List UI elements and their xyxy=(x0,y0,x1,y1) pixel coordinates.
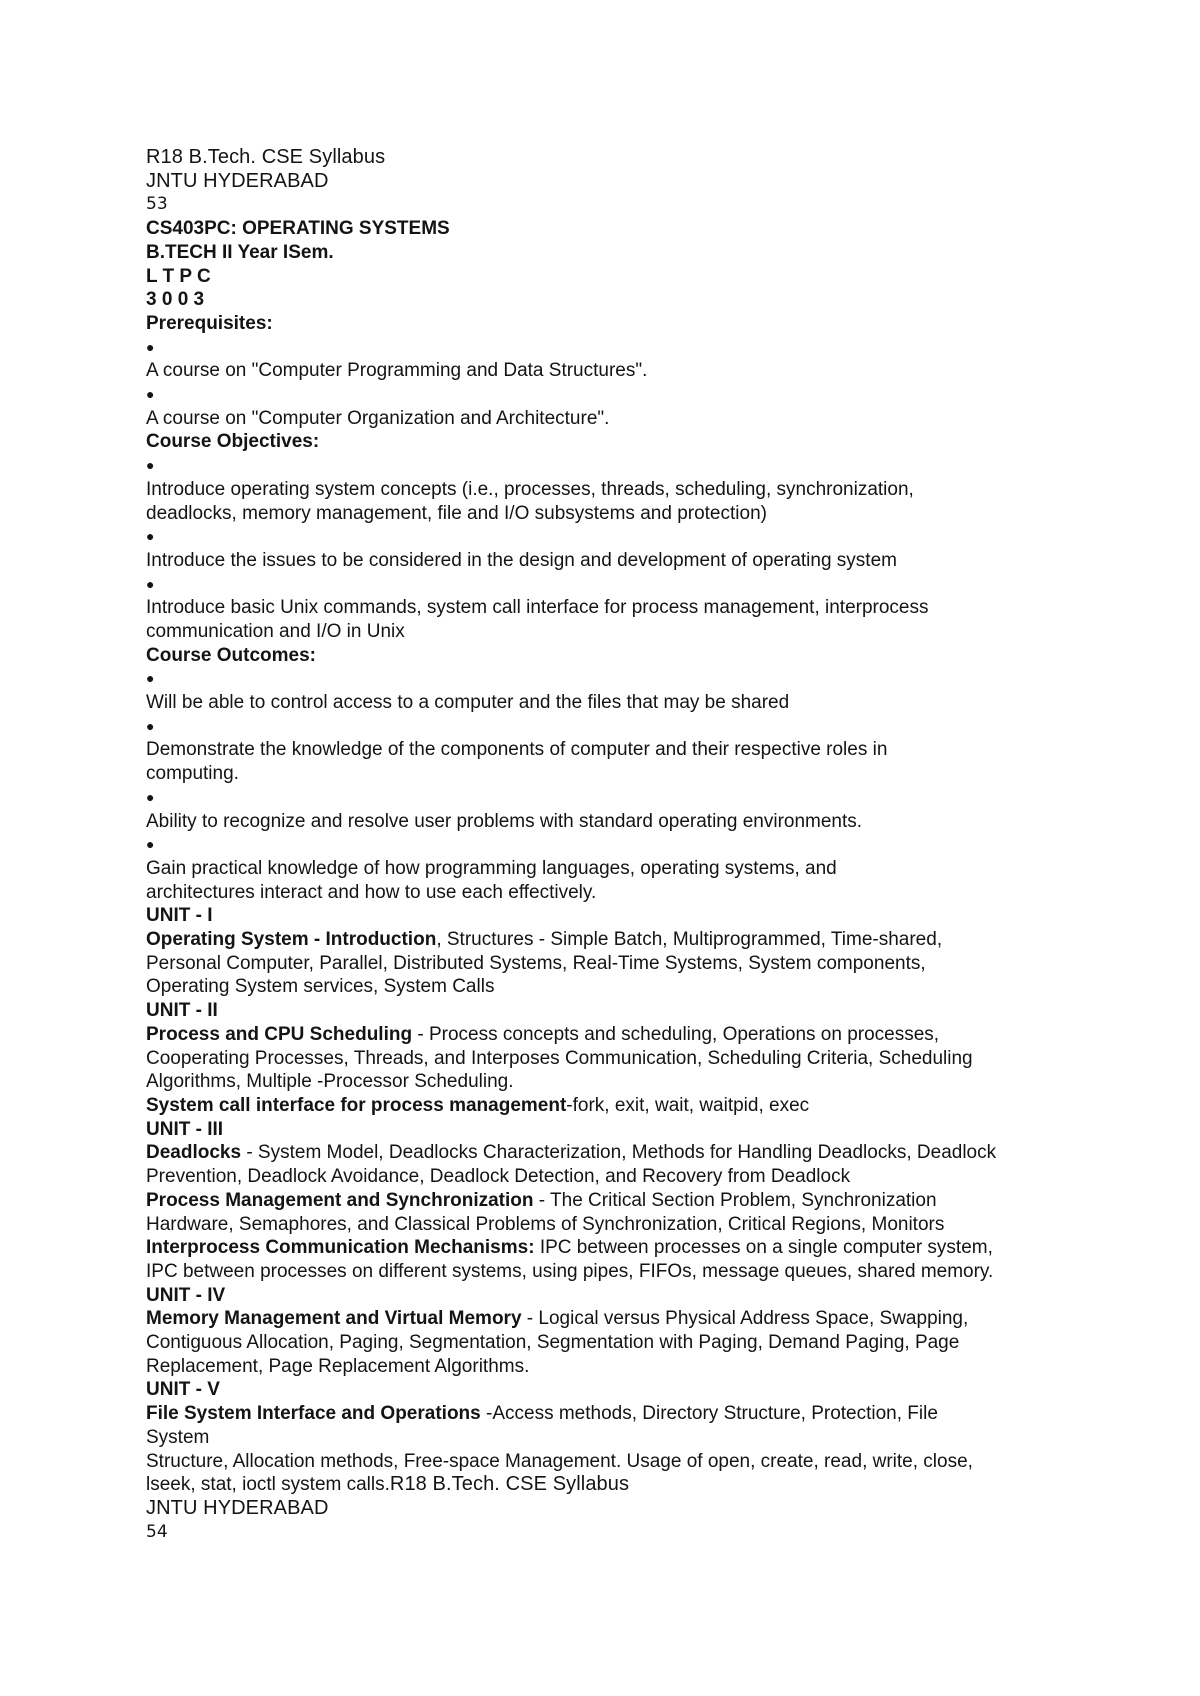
unit-3-topic: Interprocess Communication Mechanisms: xyxy=(146,1237,535,1259)
prerequisite-item: A course on "Computer Programming and Data Structures". xyxy=(146,360,648,382)
objective-item: Introduce basic Unix commands, system call interface for process management, interprocess xyxy=(146,597,929,619)
unit-2-topic: System call interface for process management xyxy=(146,1094,567,1116)
unit-4-text: Contiguous Allocation, Paging, Segmentation, Segmentation with Paging, Demand Paging, Page xyxy=(146,1332,960,1354)
objectives-heading: Course Objectives: xyxy=(146,431,320,453)
syllabus-title: R18 B.Tech. CSE Syllabus xyxy=(389,1473,630,1496)
bullet-icon: ● xyxy=(146,528,155,545)
bullet-icon: ● xyxy=(146,457,155,474)
unit-5-text: System xyxy=(146,1426,210,1448)
outcomes-heading: Course Outcomes: xyxy=(146,644,316,666)
bullet-icon: ● xyxy=(146,836,155,853)
page-number: 54 xyxy=(146,1521,168,1542)
ltpc-values: 3 0 0 3 xyxy=(146,289,205,311)
bullet-icon: ● xyxy=(146,386,155,403)
unit-3-text: Prevention, Deadlock Avoidance, Deadlock Detection, and Recovery from Deadlock xyxy=(146,1166,851,1188)
unit-3-line xyxy=(146,1236,1086,1260)
ltpc-label: L T P C xyxy=(146,265,211,287)
bullet-icon: ● xyxy=(146,670,155,687)
outcome-item: Will be able to control access to a computer and the files that may be shared xyxy=(146,692,790,714)
bullet-icon: ● xyxy=(146,788,155,805)
objective-item-cont: communication and I/O in Unix xyxy=(146,620,405,642)
unit-3-line xyxy=(146,1189,1086,1213)
bullet-icon: ● xyxy=(146,575,155,592)
unit-5-line xyxy=(146,1473,1086,1497)
unit-3-topic: Process Management and Synchronization xyxy=(146,1189,534,1211)
objective-item-cont: deadlocks, memory management, file and I/O subsystems and protection) xyxy=(146,502,767,524)
unit-3-text: Hardware, Semaphores, and Classical Problems of Synchronization, Critical Regions, Monitors xyxy=(146,1213,945,1235)
unit-2-line xyxy=(146,1023,1086,1047)
prerequisite-item: A course on "Computer Organization and Architecture". xyxy=(146,407,610,429)
unit-3-text: IPC between processes on a single computer system, xyxy=(534,1237,993,1259)
unit-3-heading: UNIT - III xyxy=(146,1118,224,1140)
unit-4-text: Replacement, Page Replacement Algorithms. xyxy=(146,1355,530,1377)
unit-2-text: Algorithms, Multiple -Processor Scheduling. xyxy=(146,1071,514,1093)
unit-1-text: Operating System services, System Calls xyxy=(146,976,495,998)
outcome-item: Gain practical knowledge of how programming languages, operating systems, and xyxy=(146,857,837,879)
unit-5-line xyxy=(146,1402,1086,1426)
unit-4-topic: Memory Management and Virtual Memory xyxy=(146,1308,522,1330)
course-year: B.TECH II Year ISem. xyxy=(146,241,334,263)
unit-1-heading: UNIT - I xyxy=(146,905,213,927)
bullet-icon: ● xyxy=(146,717,155,734)
unit-2-text: - Process concepts and scheduling, Operations on processes, xyxy=(412,1023,940,1045)
outcome-item-cont: computing. xyxy=(146,763,239,785)
outcome-item: Demonstrate the knowledge of the components of computer and their respective roles in xyxy=(146,739,888,761)
unit-5-text: lseek, stat, ioctl system calls. xyxy=(146,1474,390,1496)
objective-item: Introduce the issues to be considered in the design and development of operating system xyxy=(146,549,897,571)
unit-3-line xyxy=(146,1141,1086,1165)
unit-5-heading: UNIT - V xyxy=(146,1379,220,1401)
unit-4-line xyxy=(146,1307,1086,1331)
unit-2-text: Cooperating Processes, Threads, and Interposes Communication, Scheduling Criteria, Scheduling xyxy=(146,1047,973,1069)
unit-3-text: - The Critical Section Problem, Synchronization xyxy=(533,1189,937,1211)
unit-2-topic: Process and CPU Scheduling xyxy=(146,1023,413,1045)
unit-2-line xyxy=(146,1094,1086,1118)
page-number: 53 xyxy=(146,194,168,215)
unit-1-topic: Operating System - Introduction xyxy=(146,929,437,951)
objective-item: Introduce operating system concepts (i.e., processes, threads, scheduling, synchronization, xyxy=(146,478,914,500)
unit-1-text: Personal Computer, Parallel, Distributed Systems, Real-Time Systems, System components, xyxy=(146,952,926,974)
unit-1-line xyxy=(146,928,1086,952)
bullet-icon: ● xyxy=(146,338,155,355)
unit-3-text: - System Model, Deadlocks Characterization, Methods for Handling Deadlocks, Deadlock xyxy=(241,1142,997,1164)
unit-3-text: IPC between processes on different systems, using pipes, FIFOs, message queues, shared memory. xyxy=(146,1260,994,1282)
document-page xyxy=(146,146,1086,1544)
university-name: JNTU HYDERABAD xyxy=(146,1496,329,1519)
unit-2-heading: UNIT - II xyxy=(146,1000,218,1022)
unit-4-text: - Logical versus Physical Address Space, Swapping, xyxy=(521,1308,969,1330)
unit-1-text: , Structures - Simple Batch, Multiprogrammed, Time-shared, xyxy=(436,929,943,951)
unit-4-heading: UNIT - IV xyxy=(146,1284,226,1306)
unit-2-text: -fork, exit, wait, waitpid, exec xyxy=(566,1094,810,1116)
unit-5-text: -Access methods, Directory Structure, Protection, File xyxy=(480,1403,938,1425)
unit-5-text: Structure, Allocation methods, Free-space Management. Usage of open, create, read, write, close, xyxy=(146,1450,973,1472)
unit-3-topic: Deadlocks xyxy=(146,1142,242,1164)
outcome-item: Ability to recognize and resolve user problems with standard operating environments. xyxy=(146,810,863,832)
unit-5-topic: File System Interface and Operations xyxy=(146,1403,481,1425)
university-name: JNTU HYDERABAD xyxy=(146,169,329,192)
outcome-item-cont: architectures interact and how to use each effectively. xyxy=(146,881,597,903)
syllabus-title: R18 B.Tech. CSE Syllabus xyxy=(146,146,386,168)
course-code-title: CS403PC: OPERATING SYSTEMS xyxy=(146,218,450,240)
prerequisites-heading: Prerequisites: xyxy=(146,312,273,334)
